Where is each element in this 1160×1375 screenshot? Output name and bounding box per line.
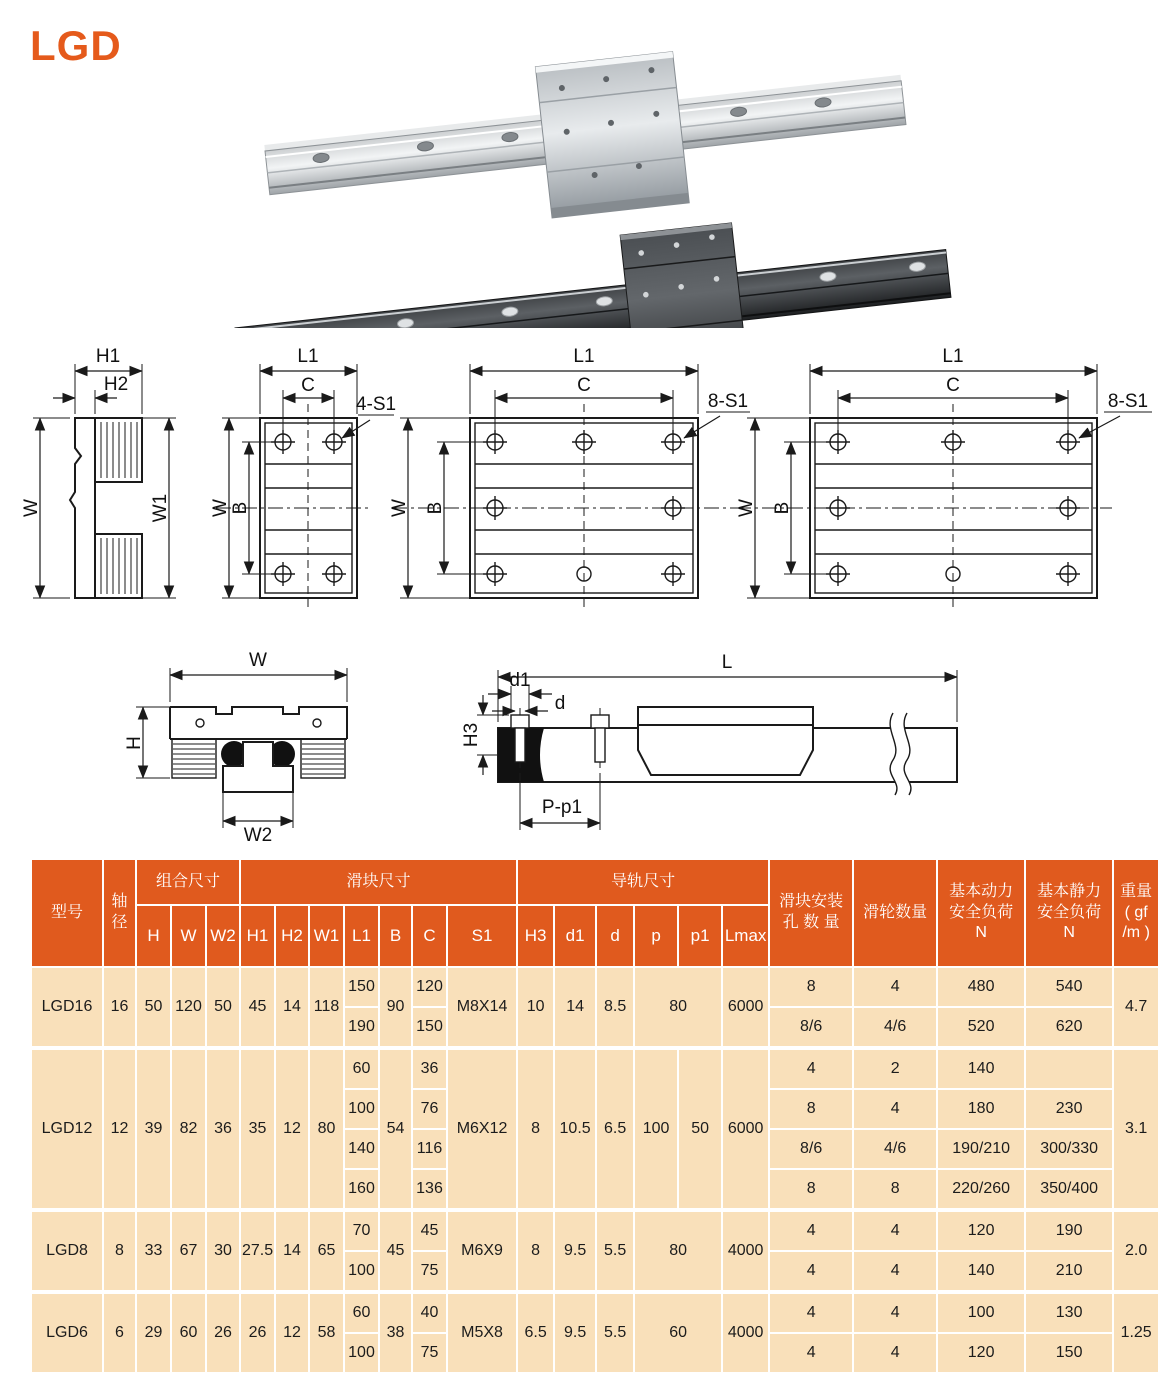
spec-cell: 180 [937,1089,1025,1129]
model-cell: LGD6 [31,1292,103,1373]
col-header-Lmax: Lmax [722,905,769,967]
weight-cell: 1.25 [1113,1292,1159,1373]
drawing-rail-side-view [461,652,957,830]
spec-table [30,858,1160,1374]
dim-label-l: L [721,652,733,673]
spec-cell: 8 [769,1089,853,1129]
spec-cell: 4 [853,1210,937,1251]
spec-cell: 8.5 [596,967,634,1048]
spec-cell: 150 [412,1007,447,1048]
dim-label-l1: L1 [573,346,595,367]
dim-label-w: W [736,499,757,517]
spec-cell: 136 [412,1169,447,1210]
spec-cell: 12 [275,1292,309,1373]
spec-cell: 76 [412,1089,447,1129]
spec-cell: 350/400 [1025,1169,1113,1210]
spec-cell: 210 [1025,1251,1113,1292]
spec-cell: 6.5 [596,1048,634,1210]
spec-cell: 12 [275,1048,309,1210]
spec-cell: 6.5 [517,1292,554,1373]
screw-spec-cell: M8X14 [447,967,517,1048]
weight-cell: 2.0 [1113,1210,1159,1292]
spec-cell: 39 [136,1048,171,1210]
screw-spec-cell: M5X8 [447,1292,517,1373]
technical-drawings [0,330,1160,850]
col-header-H1: H1 [240,905,275,967]
col-header-model: 型号 [31,859,103,967]
spec-row [31,1292,1159,1333]
spec-cell: 80 [309,1048,344,1210]
dim-label-b: B [425,501,446,515]
drawing-slider-front-section [124,650,347,846]
drawing-slider-top-view-4-holes [210,346,396,612]
col-header-static-load: 基本静力 安全负荷 N [1025,859,1113,967]
dim-label-h: H [124,736,145,750]
spec-cell: 65 [309,1210,344,1292]
hole-callout-4-s1: 4-S1 [355,394,397,415]
spec-cell: 8 [769,967,853,1007]
dim-label-w: W [389,499,410,517]
spec-cell: 8/6 [769,1007,853,1048]
spec-cell: 36 [206,1048,240,1210]
group-header-slider-dims: 滑块尺寸 [240,859,517,905]
spec-cell: 520 [937,1007,1025,1048]
spec-cell: 140 [937,1251,1025,1292]
spec-cell: 620 [1025,1007,1113,1048]
col-header-W1: W1 [309,905,344,967]
spec-cell: 8 [853,1169,937,1210]
spec-cell: 33 [136,1210,171,1292]
col-header-H2: H2 [275,905,309,967]
dim-label-w: W [210,499,231,517]
spec-cell: 10.5 [554,1048,596,1210]
spec-cell: 4/6 [853,1007,937,1048]
spec-cell: 4000 [722,1210,769,1292]
product-photo [150,6,1160,328]
spec-cell: 70 [344,1210,379,1251]
spec-row [31,1048,1159,1089]
spec-row [31,1210,1159,1251]
col-header-B: B [379,905,412,967]
spec-cell: 100 [344,1333,379,1373]
spec-cell: 140 [937,1048,1025,1089]
spec-cell: 60 [344,1048,379,1089]
spec-cell: 4 [853,1292,937,1333]
dim-label-d: d [554,693,566,714]
drawing-slider-side-profile [21,346,176,598]
spec-cell: 120 [412,967,447,1007]
spec-cell: 120 [171,967,206,1048]
shaft-cell: 6 [103,1292,136,1373]
col-header-H: H [136,905,171,967]
col-header-p1: p1 [678,905,722,967]
dim-label-c: C [577,375,591,396]
spec-cell: 230 [1025,1089,1113,1129]
spec-cell: 90 [379,967,412,1048]
spec-cell: 26 [206,1292,240,1373]
spec-cell: 190 [344,1007,379,1048]
dim-label-w: W [249,650,267,671]
model-cell: LGD8 [31,1210,103,1292]
spec-row [31,967,1159,1007]
spec-cell: 45 [379,1210,412,1292]
spec-cell: 29 [136,1292,171,1373]
spec-cell: 4/6 [853,1129,937,1169]
spec-cell: 220/260 [937,1169,1025,1210]
spec-cell: 75 [412,1251,447,1292]
spec-cell: 4 [853,1333,937,1373]
weight-cell: 3.1 [1113,1048,1159,1210]
spec-cell: 4 [769,1292,853,1333]
spec-cell: 10 [517,967,554,1048]
spec-cell: 190 [1025,1210,1113,1251]
col-header-C: C [412,905,447,967]
spec-cell: 40 [412,1292,447,1333]
spec-cell: 9.5 [554,1292,596,1373]
screw-spec-cell: M6X12 [447,1048,517,1210]
dim-label-c: C [946,375,960,396]
drawing-slider-top-view-8-holes-medium [389,346,750,612]
spec-cell: 50 [136,967,171,1048]
spec-cell: 82 [171,1048,206,1210]
col-header-roller-count: 滑轮数量 [853,859,937,967]
spec-cell: 2 [853,1048,937,1089]
spec-cell: 4 [853,1089,937,1129]
spec-cell: 120 [937,1333,1025,1373]
col-header-S1: S1 [447,905,517,967]
dim-label-p-p1: P-p1 [541,797,583,818]
spec-cell: 5.5 [596,1292,634,1373]
spec-cell: 27.5 [240,1210,275,1292]
spec-cell: 6000 [722,967,769,1048]
group-header-assembly-dims: 组合尺寸 [136,859,240,905]
spec-cell: 4 [853,967,937,1007]
spec-cell: 540 [1025,967,1113,1007]
spec-cell: 140 [344,1129,379,1169]
shaft-cell: 16 [103,967,136,1048]
col-header-shaft-diameter: 轴 径 [103,859,136,967]
spec-cell: 60 [344,1292,379,1333]
spec-cell: 80 [634,1210,722,1292]
spec-cell: 9.5 [554,1210,596,1292]
spec-cell: 80 [634,967,722,1048]
spec-cell: 38 [379,1292,412,1373]
spec-cell: 4 [769,1210,853,1251]
spec-cell: 58 [309,1292,344,1373]
dim-label-l1: L1 [297,346,319,367]
dim-label-c: C [301,375,315,396]
spec-cell [1025,1048,1113,1089]
spec-cell: 14 [554,967,596,1048]
spec-cell: 26 [240,1292,275,1373]
dim-label-h2: H2 [103,374,129,395]
spec-cell: 60 [634,1292,722,1373]
col-header-dynamic-load: 基本动力 安全负荷 N [937,859,1025,967]
dim-label-w: W [21,499,42,517]
col-header-mount-hole-count: 滑块安装 孔 数 量 [769,859,853,967]
spec-cell: 190/210 [937,1129,1025,1169]
spec-cell: 14 [275,1210,309,1292]
spec-cell: 35 [240,1048,275,1210]
col-header-d: d [596,905,634,967]
col-header-H3: H3 [517,905,554,967]
spec-cell: 54 [379,1048,412,1210]
spec-cell: 60 [171,1292,206,1373]
spec-cell: 45 [240,967,275,1048]
col-header-p: p [634,905,678,967]
spec-cell: 36 [412,1048,447,1089]
spec-cell: 8/6 [769,1129,853,1169]
dim-label-l1: L1 [942,346,964,367]
dim-label-h3: H3 [461,722,482,748]
spec-cell: 4 [853,1251,937,1292]
model-cell: LGD16 [31,967,103,1048]
shaft-cell: 8 [103,1210,136,1292]
dim-label-h1: H1 [95,346,121,367]
group-header-rail-dims: 导轨尺寸 [517,859,769,905]
dim-label-d1: d1 [509,670,531,691]
black-rail-icon [230,200,957,328]
col-header-d1: d1 [554,905,596,967]
spec-cell: 118 [309,967,344,1048]
spec-cell: 5.5 [596,1210,634,1292]
spec-cell: 75 [412,1333,447,1373]
spec-cell: 130 [1025,1292,1113,1333]
spec-cell: 116 [412,1129,447,1169]
dim-label-w2: W2 [243,825,273,846]
spec-cell: 4000 [722,1292,769,1373]
spec-cell: 100 [937,1292,1025,1333]
dim-label-b: B [230,501,251,515]
model-cell: LGD12 [31,1048,103,1210]
screw-spec-cell: M6X9 [447,1210,517,1292]
weight-cell: 4.7 [1113,967,1159,1048]
spec-cell: 100 [344,1251,379,1292]
spec-cell: 100 [344,1089,379,1129]
spec-cell: 4 [769,1333,853,1373]
spec-cell: 150 [344,967,379,1007]
spec-cell: 8 [517,1048,554,1210]
black-slider-block-icon [620,223,748,328]
spec-cell: 30 [206,1210,240,1292]
spec-cell: 120 [937,1210,1025,1251]
page-title: LGD [30,22,122,69]
shaft-cell: 12 [103,1048,136,1210]
hole-callout-8-s1: 8-S1 [707,391,749,412]
spec-cell: 6000 [722,1048,769,1210]
silver-slider-block-icon [535,52,689,218]
dim-label-w1: W1 [150,493,171,523]
spec-cell: 50 [678,1048,722,1210]
col-header-L1: L1 [344,905,379,967]
spec-cell: 160 [344,1169,379,1210]
spec-cell: 4 [769,1251,853,1292]
col-header-W: W [171,905,206,967]
spec-cell: 14 [275,967,309,1048]
spec-cell: 4 [769,1048,853,1089]
spec-cell: 150 [1025,1333,1113,1373]
spec-cell: 8 [769,1169,853,1210]
silver-rail-icon [259,27,912,248]
hole-callout-8-s1: 8-S1 [1107,391,1149,412]
spec-cell: 300/330 [1025,1129,1113,1169]
spec-cell: 45 [412,1210,447,1251]
dim-label-b: B [772,501,793,515]
col-header-weight: 重量 ( gf /m ) [1113,859,1159,967]
spec-cell: 100 [634,1048,678,1210]
spec-cell: 480 [937,967,1025,1007]
spec-cell: 8 [517,1210,554,1292]
spec-cell: 67 [171,1210,206,1292]
col-header-W2: W2 [206,905,240,967]
spec-cell: 50 [206,967,240,1048]
drawing-slider-top-view-8-holes-large [736,346,1152,612]
